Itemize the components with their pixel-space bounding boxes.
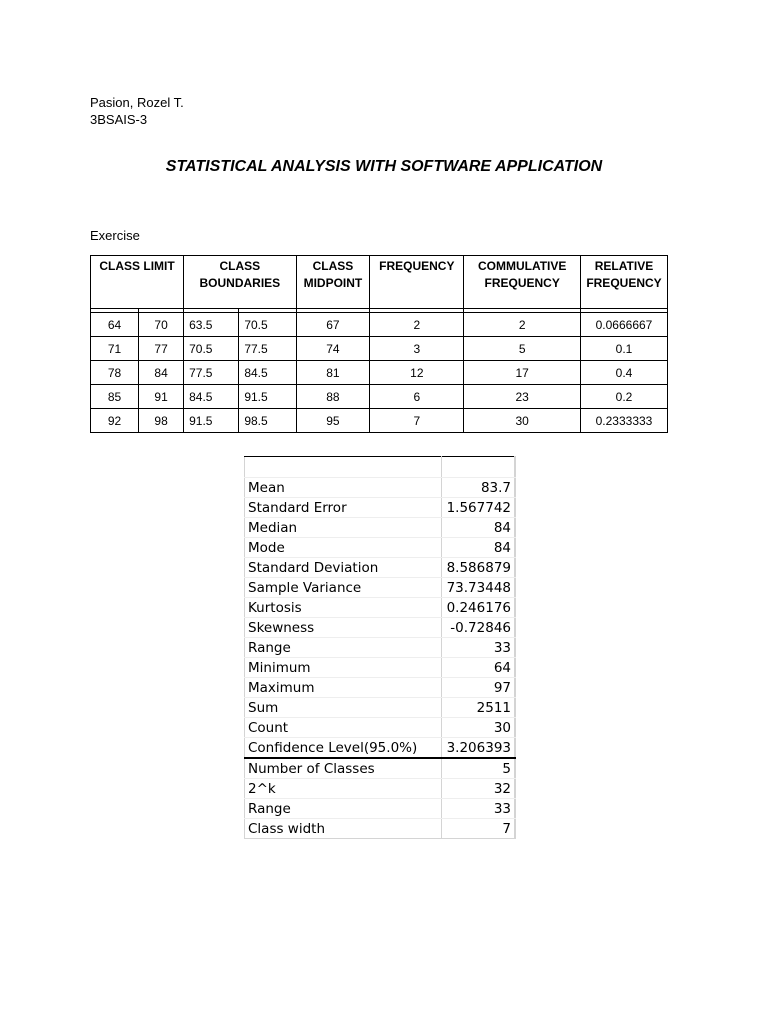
cumulative-frequency-cell: 30	[464, 409, 581, 433]
header-class-limit: CLASS LIMIT	[91, 256, 184, 309]
stat-row	[245, 678, 516, 698]
lower-boundary-cell: 84.5	[184, 385, 239, 409]
stat-row	[245, 658, 516, 678]
stat-label: Minimum	[245, 658, 442, 678]
stat-value: 73.73448	[442, 578, 515, 598]
table-row	[91, 337, 668, 361]
frequency-cell: 7	[370, 409, 464, 433]
upper-limit-cell: 77	[139, 337, 184, 361]
relative-frequency-cell: 0.2333333	[580, 409, 667, 433]
relative-frequency-cell: 0.1	[580, 337, 667, 361]
lower-boundary-cell: 77.5	[184, 361, 239, 385]
stat-value: 30	[442, 718, 515, 738]
table-header-row	[91, 256, 668, 309]
relative-frequency-cell: 0.2	[580, 385, 667, 409]
stat-value: 2511	[442, 698, 515, 718]
relative-frequency-cell: 0.0666667	[580, 313, 667, 337]
stat-label: Standard Error	[245, 498, 442, 518]
stat-label: 2^k	[245, 779, 442, 799]
stat-row	[245, 478, 516, 498]
stat-value: 7	[442, 819, 515, 839]
cumulative-frequency-cell: 17	[464, 361, 581, 385]
stat-row	[245, 518, 516, 538]
lower-limit-cell: 92	[91, 409, 139, 433]
stat-label: Range	[245, 638, 442, 658]
spreadsheet-blank-row	[245, 457, 516, 478]
frequency-cell: 6	[370, 385, 464, 409]
stat-row	[245, 799, 516, 819]
stat-value: 64	[442, 658, 515, 678]
cumulative-frequency-cell: 2	[464, 313, 581, 337]
author-block	[90, 94, 184, 128]
lower-boundary-cell: 63.5	[184, 313, 239, 337]
stat-row	[245, 698, 516, 718]
table-row	[91, 409, 668, 433]
stat-label: Standard Deviation	[245, 558, 442, 578]
midpoint-cell: 67	[296, 313, 370, 337]
stat-label: Maximum	[245, 678, 442, 698]
stat-value: 33	[442, 638, 515, 658]
stat-value: 84	[442, 518, 515, 538]
stat-label: Sample Variance	[245, 578, 442, 598]
stat-label: Confidence Level(95.0%)	[245, 738, 442, 759]
upper-limit-cell: 91	[139, 385, 184, 409]
author-name: Pasion, Rozel T.	[90, 95, 184, 110]
stat-label: Kurtosis	[245, 598, 442, 618]
upper-limit-cell: 84	[139, 361, 184, 385]
frequency-cell: 12	[370, 361, 464, 385]
cumulative-frequency-cell: 5	[464, 337, 581, 361]
stat-row	[245, 558, 516, 578]
lower-boundary-cell: 91.5	[184, 409, 239, 433]
cumulative-frequency-cell: 23	[464, 385, 581, 409]
table-row	[91, 313, 668, 337]
lower-limit-cell: 71	[91, 337, 139, 361]
stat-value: 1.567742	[442, 498, 515, 518]
stat-label: Number of Classes	[245, 758, 442, 779]
midpoint-cell: 95	[296, 409, 370, 433]
stat-value: 84	[442, 538, 515, 558]
stat-row	[245, 618, 516, 638]
stat-label: Range	[245, 799, 442, 819]
stat-row	[245, 758, 516, 779]
stat-value: 5	[442, 758, 515, 779]
stat-row	[245, 819, 516, 839]
stat-row	[245, 598, 516, 618]
upper-boundary-cell: 91.5	[239, 385, 296, 409]
stat-value: 33	[442, 799, 515, 819]
lower-limit-cell: 85	[91, 385, 139, 409]
stat-label: Skewness	[245, 618, 442, 638]
stat-label: Median	[245, 518, 442, 538]
stat-value: 0.246176	[442, 598, 515, 618]
stat-row	[245, 538, 516, 558]
upper-boundary-cell: 84.5	[239, 361, 296, 385]
midpoint-cell: 88	[296, 385, 370, 409]
header-relative-frequency: RELATIVE FREQUENCY	[580, 256, 667, 309]
stat-row	[245, 638, 516, 658]
header-frequency: FREQUENCY	[370, 256, 464, 309]
frequency-distribution-table	[90, 255, 668, 433]
stat-value: 97	[442, 678, 515, 698]
frequency-cell: 2	[370, 313, 464, 337]
upper-boundary-cell: 77.5	[239, 337, 296, 361]
stat-row	[245, 578, 516, 598]
midpoint-cell: 81	[296, 361, 370, 385]
relative-frequency-cell: 0.4	[580, 361, 667, 385]
upper-boundary-cell: 98.5	[239, 409, 296, 433]
document-title: STATISTICAL ANALYSIS WITH SOFTWARE APPLICATION	[165, 158, 603, 175]
stat-value: -0.72846	[442, 618, 515, 638]
stat-value: 83.7	[442, 478, 515, 498]
frequency-cell: 3	[370, 337, 464, 361]
header-cumulative-frequency: COMMULATIVE FREQUENCY	[464, 256, 581, 309]
header-class-boundaries: CLASS BOUNDARIES	[184, 256, 297, 309]
stat-row	[245, 738, 516, 759]
upper-limit-cell: 98	[139, 409, 184, 433]
stat-label: Class width	[245, 819, 442, 839]
header-class-midpoint: CLASS MIDPOINT	[296, 256, 370, 309]
lower-limit-cell: 78	[91, 361, 139, 385]
table-row	[91, 361, 668, 385]
upper-limit-cell: 70	[139, 313, 184, 337]
stat-value: 8.586879	[442, 558, 515, 578]
stat-row	[245, 779, 516, 799]
stat-label: Mean	[245, 478, 442, 498]
stat-row	[245, 498, 516, 518]
stat-value: 32	[442, 779, 515, 799]
exercise-label: Exercise	[90, 228, 140, 243]
table-row	[91, 385, 668, 409]
lower-limit-cell: 64	[91, 313, 139, 337]
upper-boundary-cell: 70.5	[239, 313, 296, 337]
lower-boundary-cell: 70.5	[184, 337, 239, 361]
stat-row	[245, 718, 516, 738]
midpoint-cell: 74	[296, 337, 370, 361]
stat-label: Sum	[245, 698, 442, 718]
stat-label: Mode	[245, 538, 442, 558]
author-section: 3BSAIS-3	[90, 112, 148, 127]
stat-value: 3.206393	[442, 738, 515, 759]
descriptive-statistics-table	[244, 456, 516, 839]
stat-label: Count	[245, 718, 442, 738]
